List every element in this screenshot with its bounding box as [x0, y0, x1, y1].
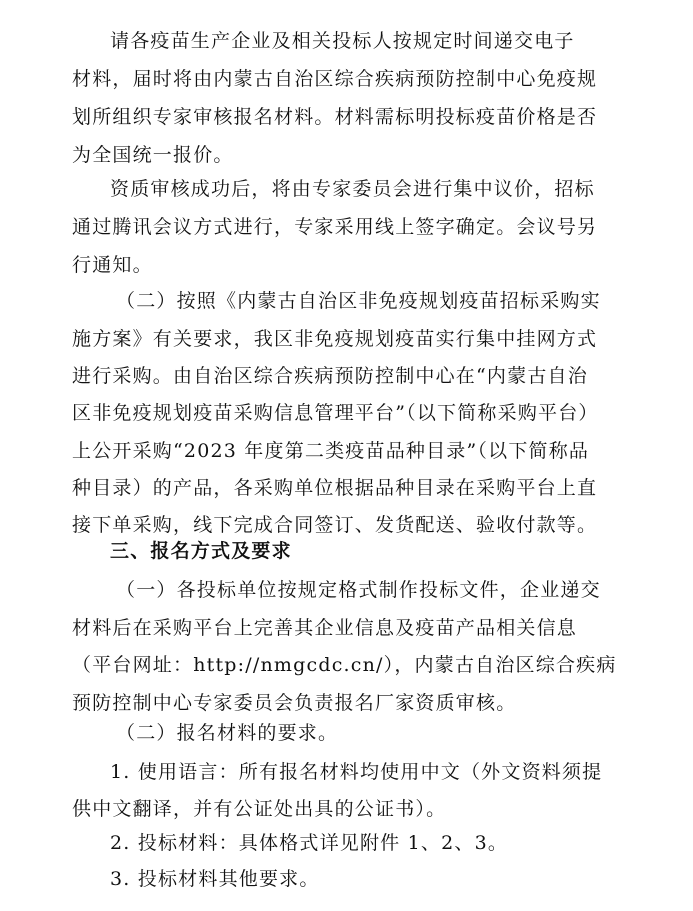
paragraph-line: 区非免疫规划疫苗采购信息管理平台”（以下简称采购平台）	[72, 402, 599, 424]
paragraph-line: 划所组织专家审核报名材料。材料需标明投标疫苗价格是否	[72, 106, 598, 128]
paragraph-line: 为全国统一报价。	[72, 144, 234, 166]
list-item-line: 1. 使用语言：所有报名材料均使用中文（外文资料须提	[110, 761, 603, 783]
paragraph-line: （二）按照《内蒙古自治区非免疫规划疫苗招标采购实	[116, 290, 601, 312]
paragraph-line: 材料，届时将由内蒙古自治区综合疾病预防控制中心免疫规	[72, 68, 598, 90]
paragraph-line: （一）各投标单位按规定格式制作投标文件，企业递交	[116, 579, 601, 601]
list-item: 3. 投标材料其他要求。	[110, 868, 320, 890]
paragraph-line: 施方案》有关要求，我区非免疫规划疫苗实行集中挂网方式	[72, 328, 598, 350]
paragraph-line: 资质审核成功后，将由专家委员会进行集中议价，招标	[110, 178, 595, 200]
paragraph-line: 预防控制中心专家委员会负责报名厂家资质审核。	[72, 692, 517, 714]
list-item: 2. 投标材料：具体格式详见附件 1、2、3。	[110, 832, 509, 854]
section-heading: 三、报名方式及要求	[110, 540, 292, 562]
paragraph-line: 材料后在采购平台上完善其企业信息及疫苗产品相关信息	[72, 617, 578, 639]
subsection-heading: （二）报名材料的要求。	[116, 722, 339, 744]
paragraph-line: 通过腾讯会议方式进行，专家采用线上签字确定。会议号另	[72, 216, 598, 238]
paragraph-line: 请各疫苗生产企业及相关投标人按规定时间递交电子	[110, 30, 575, 52]
paragraph-line: 种目录）的产品，各采购单位根据品种目录在采购平台上直	[72, 477, 598, 499]
list-item-line: 供中文翻译，并有公证处出具的公证书）。	[72, 798, 447, 820]
paragraph-line: 上公开采购“2023 年度第二类疫苗品种目录”（以下简称品	[72, 440, 590, 462]
paragraph-line: （平台网址：http://nmgcdc.cn/），内蒙古自治区综合疾病	[72, 654, 617, 676]
paragraph-line: 行通知。	[72, 254, 153, 276]
paragraph-line: 进行采购。由自治区综合疾病预防控制中心在“内蒙古自治	[72, 365, 588, 387]
paragraph-line: 接下单采购，线下完成合同签订、发货配送、验收付款等。	[72, 514, 598, 536]
